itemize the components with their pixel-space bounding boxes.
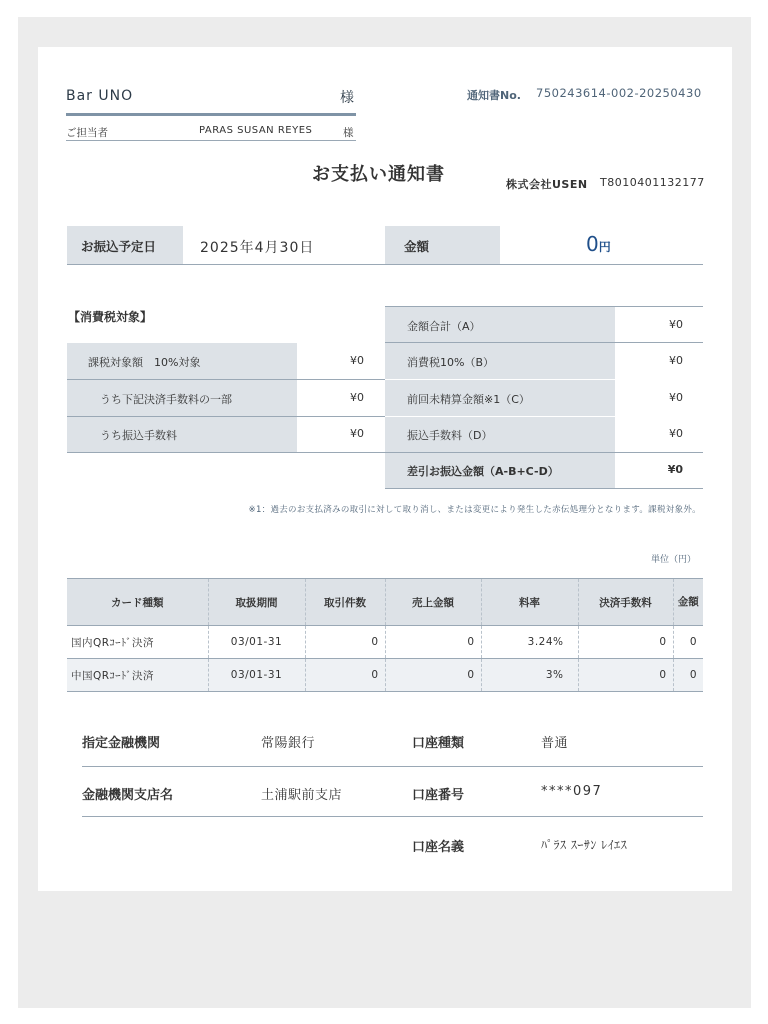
notice-number-label: 通知書No. [467, 89, 521, 102]
account-number-value: ****097 [541, 784, 603, 799]
table-row [67, 659, 703, 692]
column-header: 料率 [481, 579, 578, 626]
table-cell: 中国QRｺｰﾄﾞ決済 [67, 659, 208, 692]
tax-left-label-2: うち下記決済手数料の一部 [100, 393, 232, 406]
account-type-label: 口座種類 [412, 736, 465, 751]
tax-left-line-3 [67, 452, 385, 453]
column-header: 決済手数料 [578, 579, 673, 626]
table-cell: 0 [305, 659, 385, 692]
tax-right-label-1: 金額合計（A） [407, 320, 481, 333]
tax-right-label-2: 消費税10%（B） [407, 356, 494, 369]
tax-left-value-2: ¥0 [350, 391, 364, 404]
table-cell: 3% [481, 659, 578, 692]
account-type-value: 普通 [541, 736, 569, 751]
amount-unit: 円 [598, 240, 611, 254]
tax-left-label-3: うち振込手数料 [100, 429, 177, 442]
tax-left-value-1: ¥0 [350, 354, 364, 367]
tax-right-value-4: ¥0 [669, 427, 683, 440]
contact-underline [66, 140, 356, 141]
account-name-label: 口座名義 [412, 840, 465, 855]
amount-label: 金額 [404, 239, 430, 254]
tax-right-value-5: ¥0 [667, 463, 683, 476]
bank-line-1 [82, 766, 703, 767]
tax-footnote: ※1：過去のお支払済みの取引に対して取り消し、または変更により発生した赤伝処理分となります。課税対象外。 [248, 505, 701, 515]
amount-label-cell [385, 226, 500, 264]
payment-date-label: お振込予定日 [81, 239, 157, 254]
column-header: カード種類 [67, 579, 208, 626]
table-cell: 国内QRｺｰﾄﾞ決済 [67, 626, 208, 659]
recipient-underline [66, 113, 356, 116]
bank-line-2 [82, 816, 703, 817]
table-cell: 0 [578, 626, 673, 659]
tax-left-label-1: 課税対象額 10%対象 [88, 356, 201, 369]
account-name-value: ﾊﾟﾗｽ ｽｰｻﾝ ﾚｲｴｽ [541, 838, 628, 852]
payment-row-line [67, 264, 703, 265]
contact-name: PARAS SUSAN REYES [199, 125, 313, 136]
table-header-row [67, 579, 703, 626]
account-number-label: 口座番号 [412, 788, 465, 803]
column-header: 取扱期間 [208, 579, 305, 626]
table-cell: 03/01-31 [208, 659, 305, 692]
institution-label: 指定金融機関 [82, 736, 161, 751]
table-cell: 0 [385, 626, 481, 659]
recipient-honorific: 様 [340, 90, 354, 106]
branch-value: 土浦駅前支店 [261, 788, 343, 803]
tax-right-value-1: ¥0 [669, 318, 683, 331]
tax-right-value-2: ¥0 [669, 354, 683, 367]
unit-label: 単位（円） [650, 555, 696, 565]
table-cell: 0 [305, 626, 385, 659]
payment-date-value: 2025年4月30日 [200, 240, 315, 256]
column-header: 金額 [673, 579, 703, 626]
table-cell: 0 [673, 659, 703, 692]
table-row [67, 626, 703, 659]
tax-right-label-4: 振込手数料（D） [407, 429, 493, 442]
tax-right-value-3: ¥0 [669, 391, 683, 404]
table-cell: 0 [385, 659, 481, 692]
tax-right-line-5 [385, 488, 703, 489]
tax-section-title: 【消費税対象】 [68, 310, 153, 324]
contact-label: ご担当者 [66, 127, 108, 139]
contact-honorific: 様 [343, 127, 354, 139]
document-title: お支払い通知書 [312, 164, 445, 185]
table-cell: 3.24% [481, 626, 578, 659]
tax-left-value-3: ¥0 [350, 427, 364, 440]
registration-number: T8010401132177 [600, 176, 705, 189]
issuer-name: 株式会社USEN [506, 178, 588, 191]
institution-value: 常陽銀行 [261, 736, 316, 751]
amount-value-group [586, 232, 611, 256]
card-transaction-table [67, 578, 703, 692]
branch-label: 金融機関支店名 [82, 788, 174, 803]
recipient-company: Bar UNO [66, 88, 134, 104]
tax-right-label-3: 前回未精算金額※1（C） [407, 393, 530, 406]
table-cell: 0 [578, 659, 673, 692]
column-header: 売上金額 [385, 579, 481, 626]
table-cell: 03/01-31 [208, 626, 305, 659]
tax-right-label-5: 差引お振込金額（A-B+C-D） [407, 465, 559, 478]
notice-number: 750243614-002-20250430 [536, 86, 702, 100]
amount-value: 0 [586, 232, 599, 256]
table-cell: 0 [673, 626, 703, 659]
column-header: 取引件数 [305, 579, 385, 626]
